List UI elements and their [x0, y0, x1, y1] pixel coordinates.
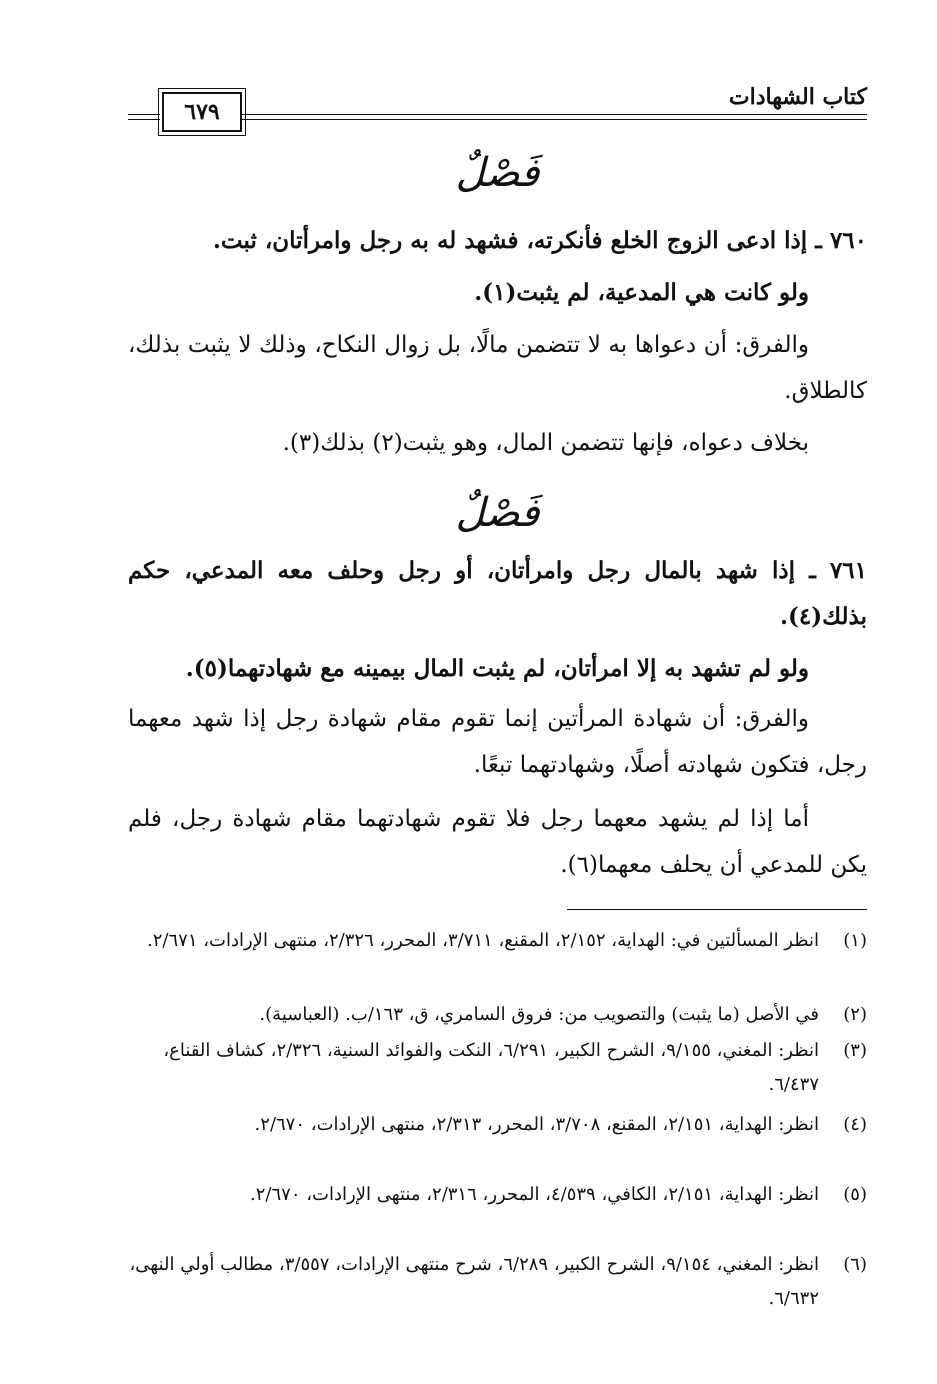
issue-760-statement: ٧٦٠ ـ إذا ادعى الزوج الخلع فأنكرته، فشهد له به رجل وامرأتان، ثبت. [212, 227, 867, 254]
page-header [128, 78, 867, 134]
section-heading: فَصْلٌ [455, 490, 540, 536]
footnote-number: (٦) [843, 1254, 867, 1275]
footnote [128, 924, 867, 958]
header-rule [240, 114, 867, 115]
footnote-text: انظر: المغني، ٩/١٥٤، الشرح الكبير، ٦/٢٨٩، شرح منتهى الإرادات، ٣/٥٥٧، مطالب أولي النهى، ٦/٦٣٢. [129, 1254, 819, 1309]
footnote-text: انظر: الهداية، ٢/١٥١، المقنع، ٣/٧٠٨، المحرر، ٢/٣١٣، منتهى الإرادات، ٢/٦٧٠. [254, 1114, 819, 1135]
issue-760-difference: والفرق: أن دعواها به لا تتضمن مالًا، بل زوال النكاح، وذلك لا يثبت بذلك، كالطلاق. [128, 332, 867, 404]
issue-760-contrast: ولو كانت هي المدعية، لم يثبت(١). [474, 279, 809, 306]
header-rule [240, 119, 867, 120]
footnote [128, 998, 867, 1032]
footnote-text: انظر: الهداية، ٢/١٥١، الكافي، ٤/٥٣٩، المحرر، ٢/٣١٦، منتهى الإرادات، ٢/٦٧٠. [250, 1184, 819, 1205]
running-title: كتاب الشهادات [728, 84, 867, 110]
section-heading: فَصْلٌ [455, 150, 540, 196]
footnote-text: انظر: المغني، ٩/١٥٥، الشرح الكبير، ٦/٢٩١، النكت والفوائد السنية، ٢/٣٢٦، كشاف القناع، ٦/٤٣٧. [163, 1040, 819, 1095]
issue-761-statement: ٧٦١ ـ إذا شهد بالمال رجل وامرأتان، أو رجل وحلف معه المدعي، حكم بذلك(٤). [128, 557, 867, 630]
issue-760-note: بخلاف دعواه، فإنها تتضمن المال، وهو يثبت(٢) بذلك(٣). [282, 430, 809, 456]
header-rule [128, 119, 160, 120]
footnote-text: انظر المسألتين في: الهداية، ٢/١٥٢، المقنع، ٣/٧١١، المحرر، ٢/٣٢٦، منتهى الإرادات، ٢/٦٧١. [147, 930, 819, 951]
header-rule [128, 114, 160, 115]
footnote [128, 1108, 867, 1142]
footnote-number: (٥) [843, 1184, 867, 1205]
issue-761-contrast: ولو لم تشهد به إلا امرأتان، لم يثبت المال بيمينه مع شهادتهما(٥). [185, 655, 809, 682]
footnote [128, 1034, 867, 1102]
footnote-separator [567, 909, 867, 910]
footnote [128, 1178, 867, 1212]
footnote-text: في الأصل (ما يثبت) والتصويب من: فروق السامري، ق، ١٦٣/ب. (العباسية). [259, 1004, 819, 1025]
footnote-number: (٢) [843, 1004, 867, 1025]
issue-761-note: أما إذا لم يشهد معهما رجل فلا تقوم شهادتهما مقام شهادة رجل، فلم يكن للمدعي أن يحلف معهما(٦). [128, 806, 867, 878]
footnote [128, 1248, 867, 1316]
footnote-number: (٣) [843, 1040, 867, 1061]
page-number: ٦٧٩ [162, 92, 242, 132]
footnote-number: (٤) [843, 1114, 867, 1135]
issue-761-difference: والفرق: أن شهادة المرأتين إنما تقوم مقام شهادة رجل إذا شهد معهما رجل، فتكون شهادته أصلًا، وشهادتهما تبعًا. [128, 706, 867, 778]
footnote-number: (١) [843, 930, 867, 951]
